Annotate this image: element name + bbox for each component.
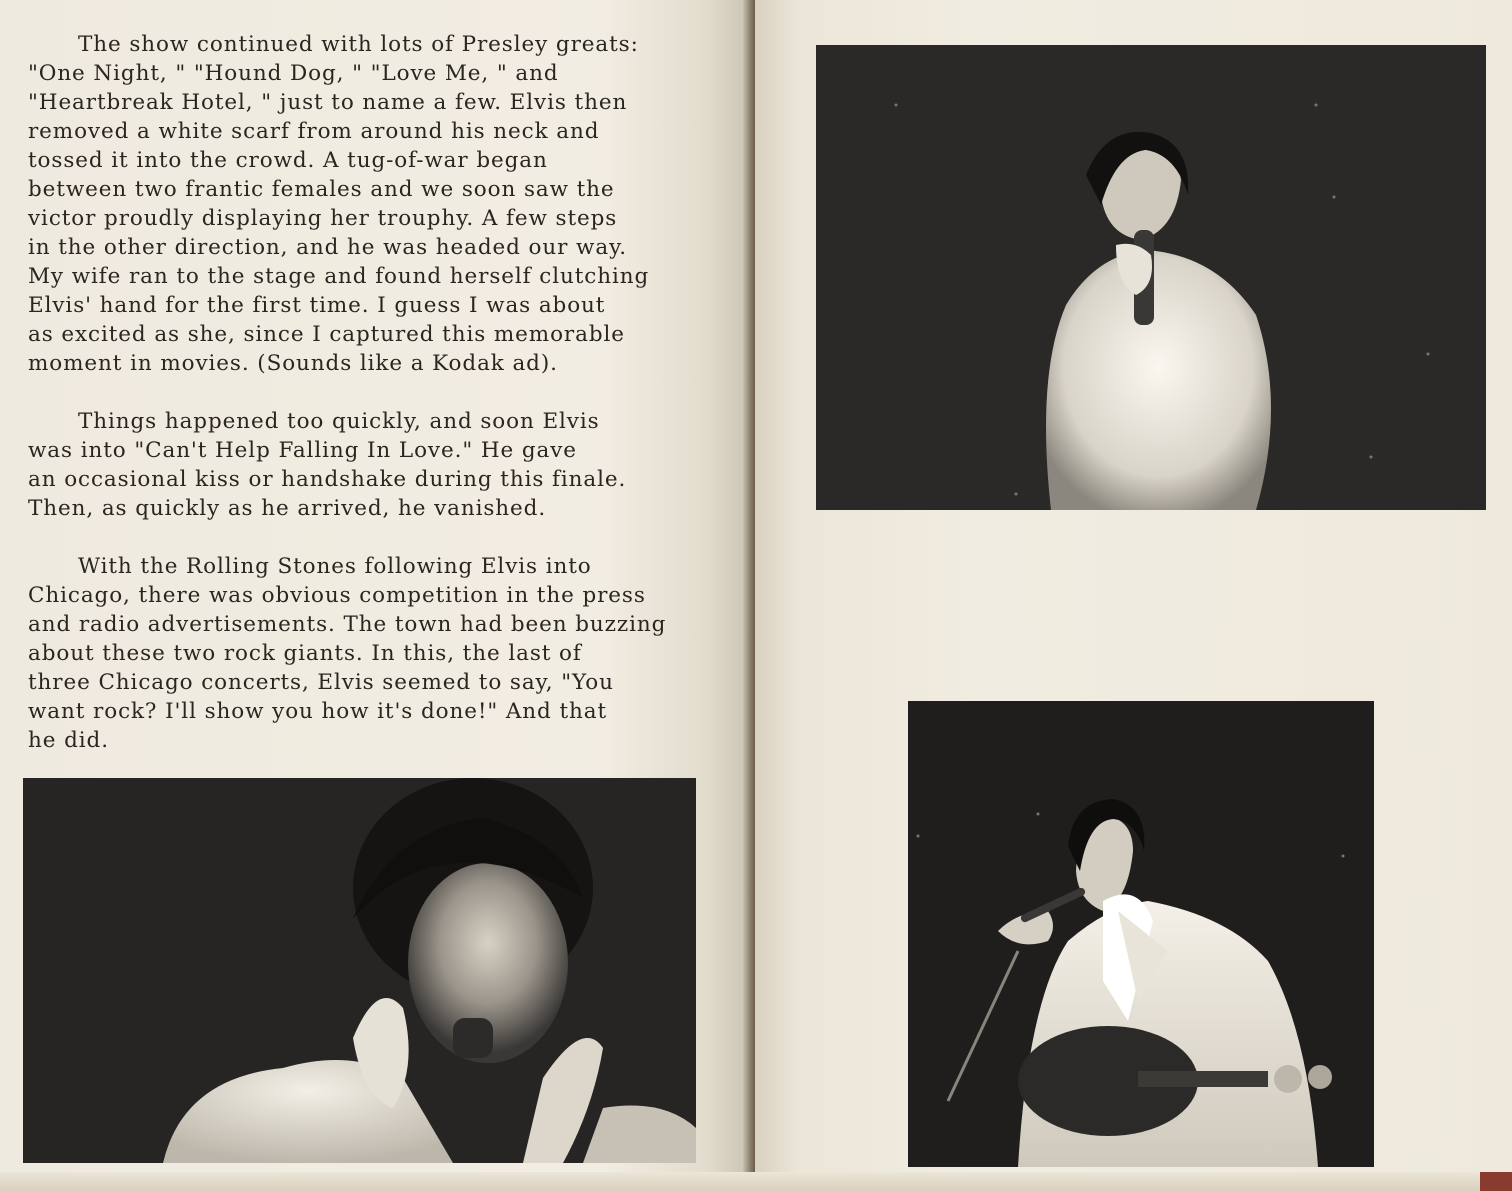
- text-line: want rock? I'll show you how it's done!" And that: [28, 699, 607, 724]
- text-line: about these two rock giants. In this, the last of: [28, 641, 582, 666]
- text-line: victor proudly displaying her trouphy. A few steps: [28, 206, 618, 231]
- text-line: he did.: [28, 728, 109, 753]
- text-line: With the Rolling Stones following Elvis into: [78, 554, 592, 579]
- text-line: Elvis' hand for the first time. I guess I was about: [28, 293, 606, 318]
- text-line: removed a white scarf from around his neck and: [28, 119, 600, 144]
- cover-edge: [1480, 1172, 1512, 1191]
- text-line: My wife ran to the stage and found herself clutching: [28, 264, 650, 289]
- text-line: in the other direction, and he was headed our way.: [28, 235, 628, 260]
- text-line: Things happened too quickly, and soon Elvis: [78, 409, 600, 434]
- paragraph-3: [28, 552, 728, 755]
- photo-singer-guitar: [908, 701, 1374, 1167]
- text-line: Chicago, there was obvious competition in the press: [28, 583, 646, 608]
- photo-singer-spotlight: [816, 45, 1486, 510]
- book-gutter: [743, 0, 755, 1191]
- text-line: and radio advertisements. The town had been buzzing: [28, 612, 667, 637]
- singer-spotlight-image: [816, 45, 1486, 510]
- singer-guitar-image: [908, 701, 1374, 1167]
- text-line: between two frantic females and we soon saw the: [28, 177, 615, 202]
- text-line: three Chicago concerts, Elvis seemed to say, "You: [28, 670, 614, 695]
- text-line: Then, as quickly as he arrived, he vanished.: [28, 496, 547, 521]
- text-line: "Heartbreak Hotel, " just to name a few. Elvis then: [28, 90, 628, 115]
- paragraph-2: [28, 407, 728, 523]
- text-line: tossed it into the crowd. A tug-of-war began: [28, 148, 548, 173]
- left-page-text: [28, 30, 728, 784]
- text-line: an occasional kiss or handshake during this finale.: [28, 467, 627, 492]
- text-line: was into "Can't Help Falling In Love." He gave: [28, 438, 577, 463]
- text-line: The show continued with lots of Presley greats:: [78, 32, 639, 57]
- page-bottom-edge: [0, 1172, 1512, 1191]
- singer-closeup-image: [23, 778, 696, 1163]
- text-line: "One Night, " "Hound Dog, " "Love Me, " and: [28, 61, 559, 86]
- photo-singer-closeup: [23, 778, 696, 1163]
- paragraph-1: [28, 30, 728, 378]
- text-line: as excited as she, since I captured this memorable: [28, 322, 625, 347]
- text-line: moment in movies. (Sounds like a Kodak ad).: [28, 351, 558, 376]
